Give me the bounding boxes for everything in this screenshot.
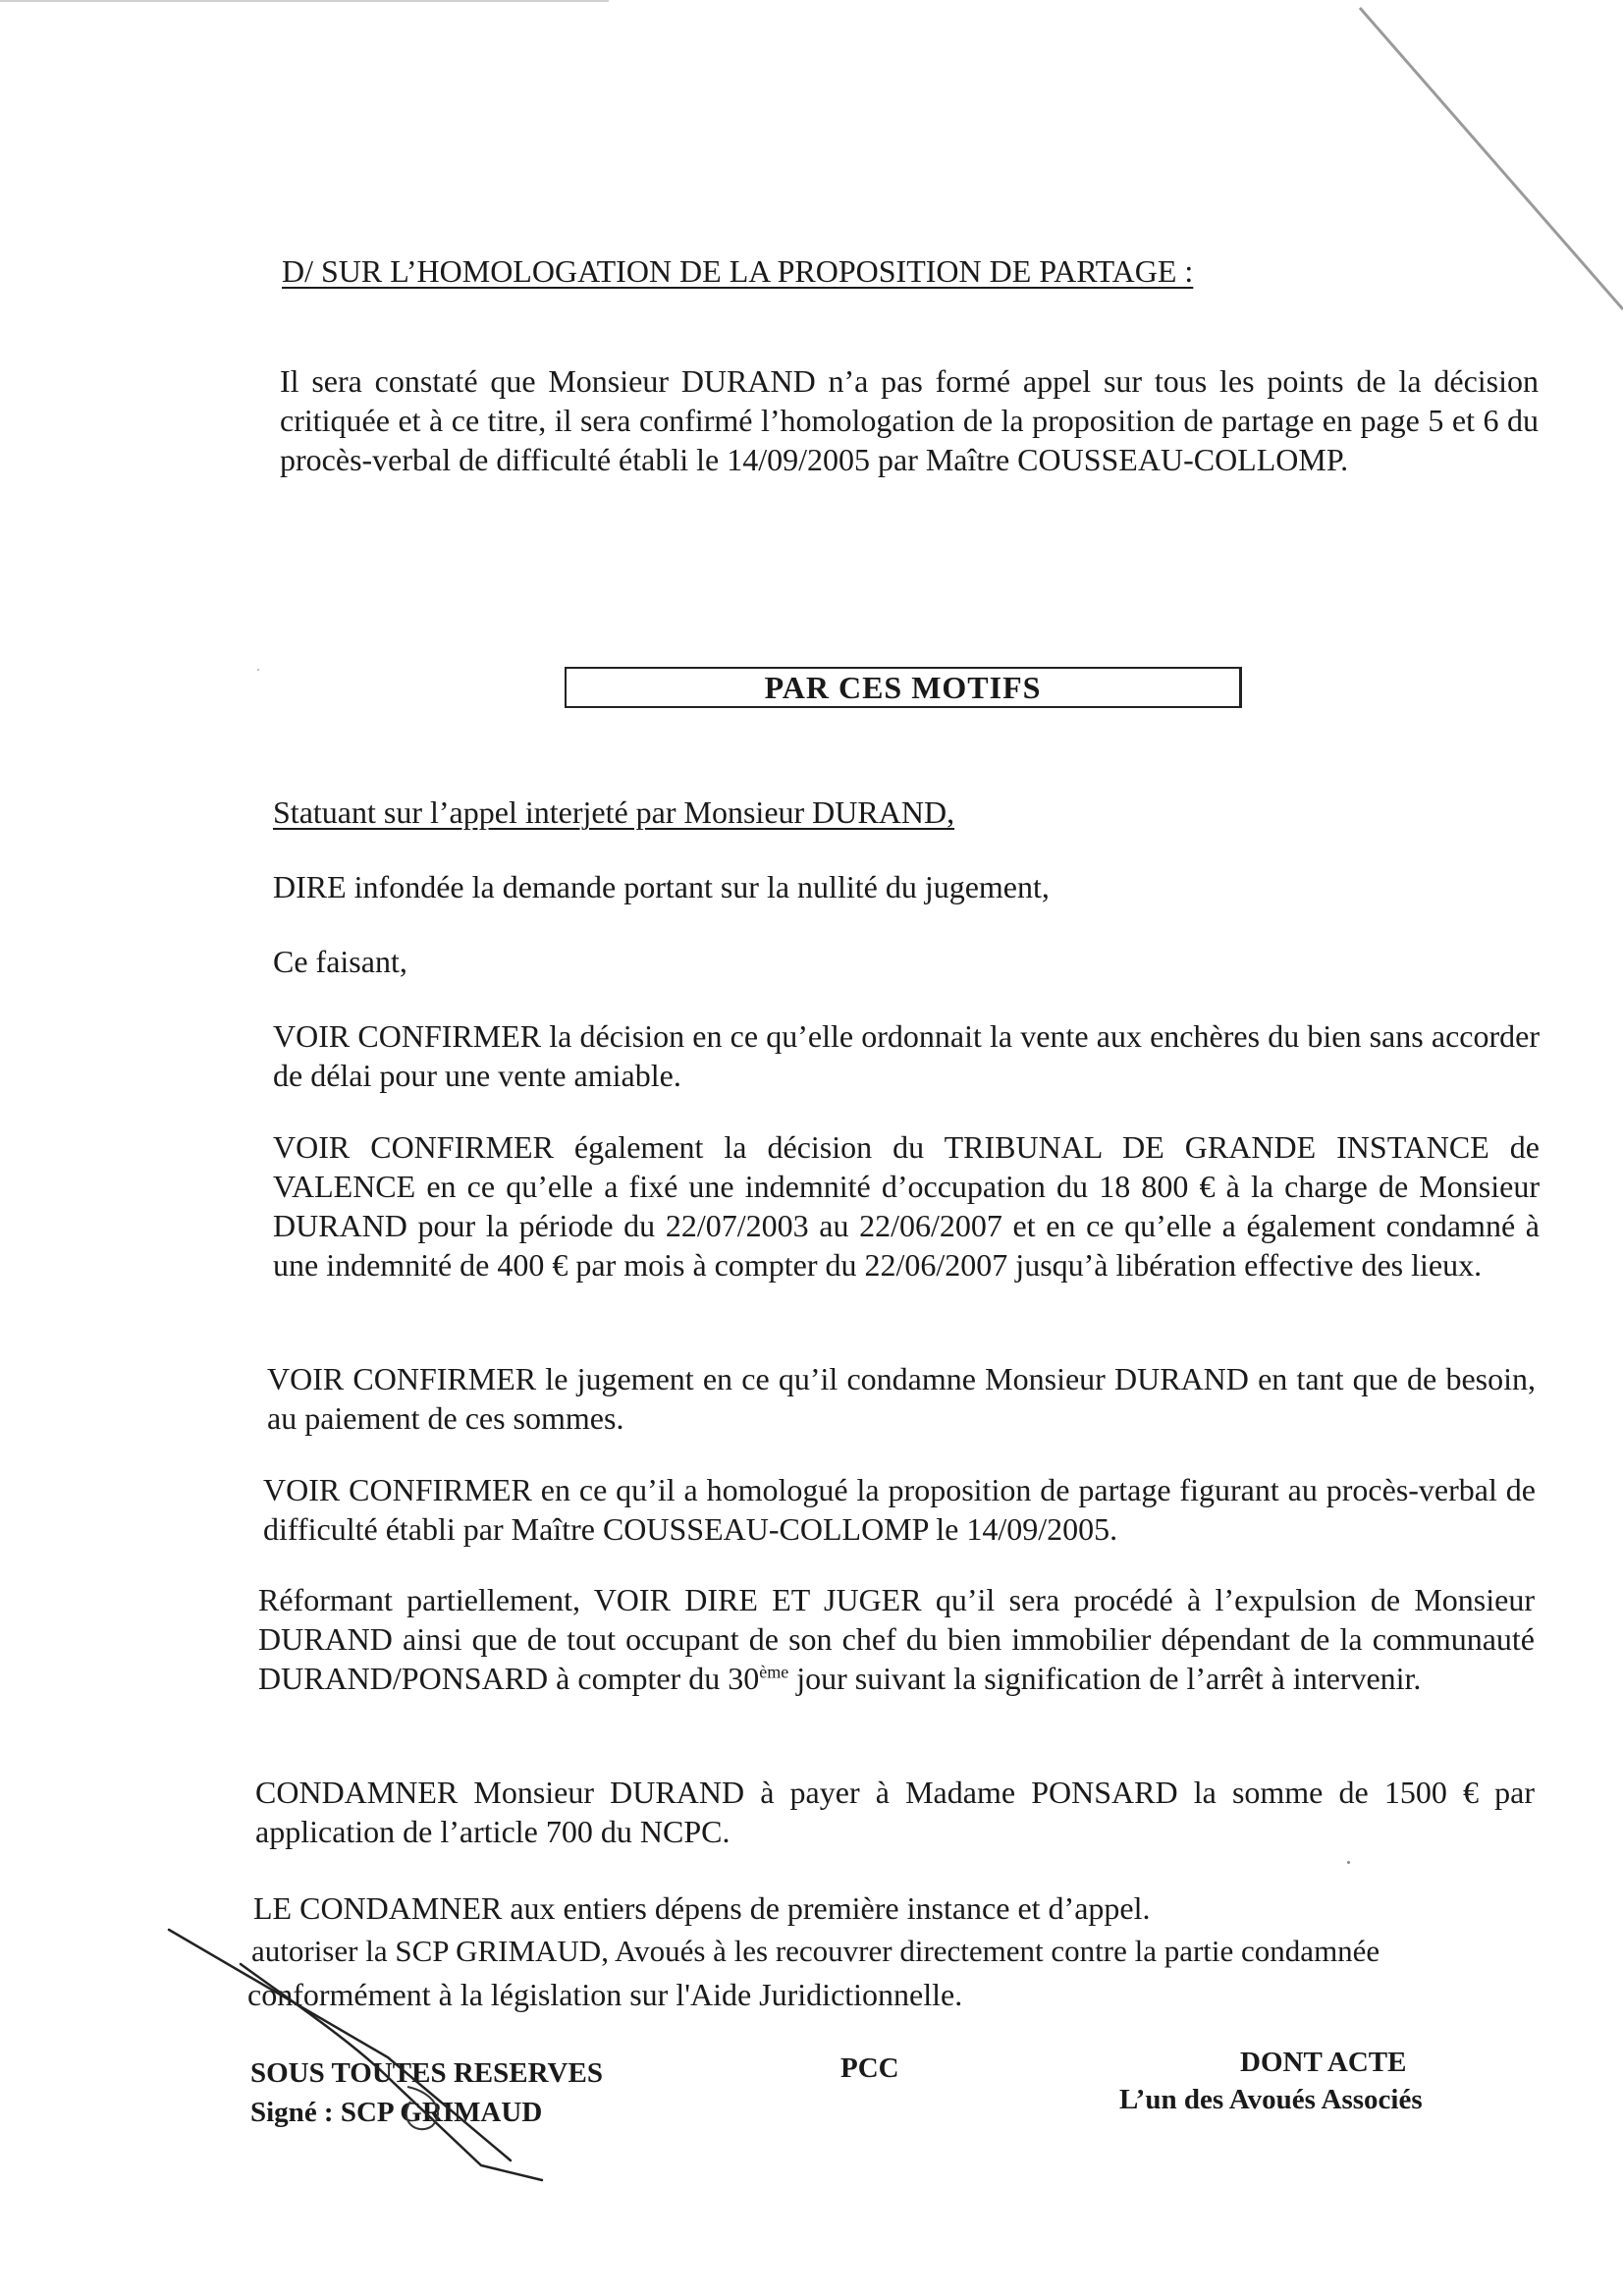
paragraph-depens-2: autoriser la SCP GRIMAUD, Avoués à les recouvrer directement contre la partie condamnée	[251, 1934, 1380, 1968]
scan-speck	[257, 669, 259, 671]
motifs-title-box	[565, 667, 1242, 708]
paragraph-confirmer-3: VOIR CONFIRMER le jugement en ce qu’il condamne Monsieur DURAND en tant que de besoin, au paiement de ces sommes.	[267, 1361, 1536, 1436]
reformant-text-b: jour suivant la signification de l’arrêt à intervenir.	[788, 1661, 1422, 1696]
scan-edge-corner	[1360, 8, 1623, 309]
paragraph-confirmer-2: VOIR CONFIRMER également la décision du TRIBUNAL DE GRANDE INSTANCE de VALENCE en ce qu’elle a fixé une indemnité d’occupation du 18 800 € à la charge de Monsieur DURAND pour la période du 22/07/2003 au 22/06/2007 et en ce qu’elle a également condamné à une indemnité de 400 € par mois à compter du 22/06/2007 jusqu’à libération effective des lieux.	[273, 1129, 1540, 1283]
statuant-heading: Statuant sur l’appel interjeté par Monsieur DURAND,	[273, 794, 955, 830]
paragraph-condamner: CONDAMNER Monsieur DURAND à payer à Madame PONSARD la somme de 1500 € par application de l’article 700 du NCPC.	[255, 1775, 1535, 1849]
motifs-title: PAR CES MOTIFS	[764, 669, 1042, 705]
section-d-paragraph: Il sera constaté que Monsieur DURAND n’a pas formé appel sur tous les points de la décision critiquée et à ce titre, il sera confirmé l’homologation de la proposition de partage en page 5 et 6 du procès-verbal de difficulté établi le 14/09/2005 par Maître COUSSEAU-COLLOMP.	[280, 363, 1539, 477]
paragraph-confirmer-4: VOIR CONFIRMER en ce qu’il a homologué la proposition de partage figurant au procès-verbal de difficulté établi par Maître COUSSEAU-COLLOMP le 14/09/2005.	[263, 1472, 1536, 1547]
paragraph-depens-1: LE CONDAMNER aux entiers dépens de première instance et d’appel.	[253, 1890, 1151, 1926]
reformant-superscript: ème	[759, 1662, 789, 1682]
signature-right-line2: L’un des Avoués Associés	[1119, 2084, 1423, 2115]
signature-left-line1: SOUS TOUTES RESERVES	[250, 2057, 603, 2089]
paragraph-reformant	[258, 1580, 1535, 1698]
section-d-heading: D/ SUR L’HOMOLOGATION DE LA PROPOSITION DE PARTAGE :	[282, 253, 1194, 289]
paragraph-confirmer-1: VOIR CONFIRMER la décision en ce qu’elle ordonnait la vente aux enchères du bien sans accorder de délai pour une vente amiable.	[273, 1018, 1540, 1093]
signature-right-line1: DONT ACTE	[1240, 2047, 1407, 2078]
signature-center: PCC	[840, 2052, 899, 2084]
paragraph-depens-3: conformément à la législation sur l'Aide Juridictionnelle.	[247, 1977, 963, 2012]
scan-speck	[1347, 1861, 1350, 1864]
paragraph-ce-faisant: Ce faisant,	[273, 944, 407, 979]
signature-left-line2: Signé : SCP GRIMAUD	[250, 2097, 543, 2128]
reformant-text-a: Réformant partiellement, VOIR DIRE ET JUGER qu’il sera procédé à l’expulsion de Monsieur DURAND ainsi que de tout occupant de son chef du bien immobilier dépendant de la communauté DURAND/PONSARD à compter du 30	[258, 1582, 1535, 1696]
paragraph-dire: DIRE infondée la demande portant sur la nullité du jugement,	[273, 869, 1050, 904]
